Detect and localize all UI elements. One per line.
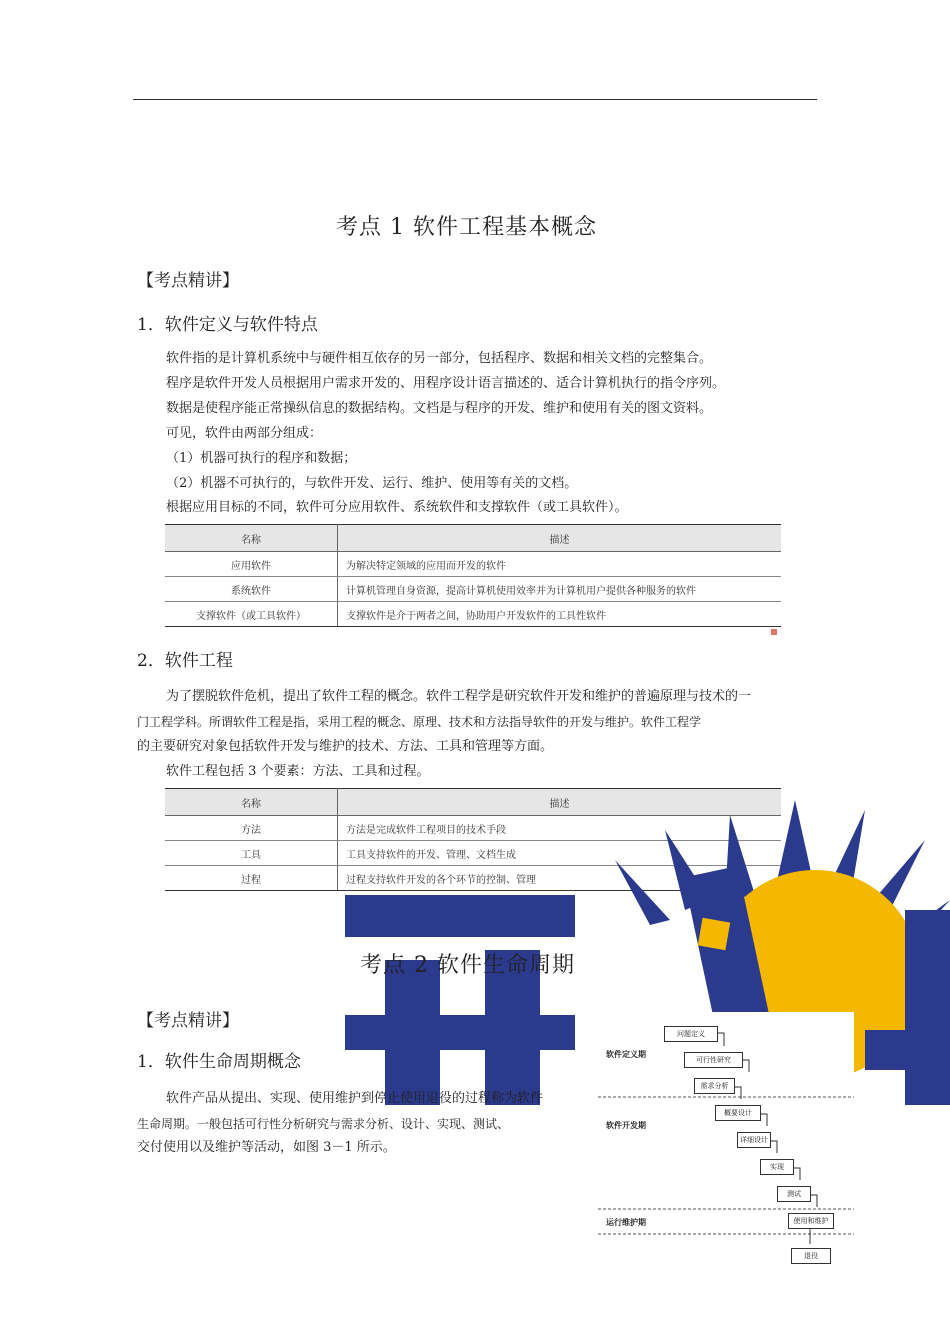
section2-title: 考点 2 软件生命周期	[360, 953, 575, 978]
paragraph: （1）机器可执行的程序和数据；	[166, 451, 357, 466]
step-box: 需求分析	[694, 1078, 735, 1094]
paragraph: 软件工程包括 3 个要素：方法、工具和过程。	[166, 764, 430, 779]
section2-tag: 【考点精讲】	[137, 1011, 239, 1031]
step-box: 退役	[791, 1248, 831, 1264]
table-header-cell: 描述	[338, 525, 782, 552]
table-header-row	[165, 525, 781, 552]
step-box: 使用和维护	[788, 1213, 834, 1229]
paragraph: 生命周期。一般包括可行性分析研究与需求分析、设计、实现、测试、	[137, 1117, 510, 1131]
table-cell: 方法是完成软件工程项目的技术手段	[338, 816, 782, 841]
section1-tag: 【考点精讲】	[137, 271, 239, 291]
paragraph: 软件产品从提出、实现、使用维护到停止使用退役的过程称为软件	[166, 1091, 544, 1106]
paragraph: 根据应用目标的不同，软件可分应用软件、系统软件和支撑软件（或工具软件）。	[166, 500, 628, 515]
paragraph: 数据是使程序能正常操纵信息的数据结构。文档是与程序的开发、维护和使用有关的图文资料。	[166, 401, 713, 416]
header-rule	[133, 99, 817, 100]
table-cell: 系统软件	[165, 577, 338, 602]
step-box: 问题定义	[664, 1026, 718, 1042]
step-box: 可行性研究	[684, 1052, 743, 1068]
table-cell: 支撑软件（或工具软件）	[165, 602, 338, 627]
paragraph: 门工程学科。所谓软件工程是指，采用工程的概念、原理、技术和方法指导软件的开发与维护。软件工程学	[137, 715, 702, 729]
paragraph: 程序是软件开发人员根据用户需求开发的、用程序设计语言描述的、适合计算机执行的指令序列。	[166, 376, 726, 391]
paragraph: （2）机器不可执行的，与软件开发、运行、维护、使用等有关的文档。	[166, 476, 578, 491]
step-box: 详细设计	[737, 1132, 771, 1148]
table-row	[165, 577, 781, 602]
table-row	[165, 552, 781, 577]
table-cell: 工具	[165, 841, 338, 866]
phase-label: 软件开发期	[606, 1121, 646, 1130]
table-cell: 为解决特定领域的应用而开发的软件	[338, 552, 782, 577]
table-cell: 计算机管理自身资源，提高计算机使用效率并为计算机用户提供各种服务的软件	[338, 577, 782, 602]
table-cell: 工具支持软件的开发、管理、文档生成	[338, 841, 782, 866]
paragraph: 可见，软件由两部分组成：	[166, 426, 323, 441]
table-row	[165, 602, 781, 627]
paragraph: 软件指的是计算机系统中与硬件相互依存的另一部分，包括程序、数据和相关文档的完整集合。	[166, 351, 713, 366]
phase-label: 运行维护期	[606, 1218, 646, 1227]
step-box: 概要设计	[715, 1105, 761, 1121]
step-box: 实现	[760, 1159, 794, 1175]
paragraph: 交付使用以及维护等活动，如图 3－1 所示。	[137, 1140, 396, 1155]
step-box: 测试	[777, 1186, 811, 1202]
table-cell: 支撑软件是介于两者之间，协助用户开发软件的工具性软件	[338, 602, 782, 627]
table-cell: 过程支持软件开发的各个环节的控制、管理	[338, 866, 782, 891]
table-header-cell: 名称	[165, 525, 338, 552]
table-header-cell: 名称	[165, 789, 338, 816]
software-types-table	[165, 524, 781, 627]
table-cell: 应用软件	[165, 552, 338, 577]
section1-sub2: 2．软件工程	[137, 651, 233, 671]
red-marker-icon	[771, 629, 777, 635]
paragraph: 为了摆脱软件危机，提出了软件工程的概念。软件工程学是研究软件开发和维护的普遍原理与技术的一	[166, 689, 752, 704]
lifecycle-diagram	[598, 1012, 854, 1274]
section1-sub1: 1．软件定义与软件特点	[137, 315, 318, 335]
table-header-cell: 描述	[338, 789, 782, 816]
section2-sub1: 1．软件生命周期概念	[137, 1052, 301, 1072]
section1-title: 考点 1 软件工程基本概念	[336, 215, 597, 240]
table-cell: 过程	[165, 866, 338, 891]
phase-label: 软件定义期	[606, 1050, 646, 1059]
table-cell: 方法	[165, 816, 338, 841]
paragraph: 的主要研究对象包括软件开发与维护的技术、方法、工具和管理等方面。	[137, 739, 554, 754]
